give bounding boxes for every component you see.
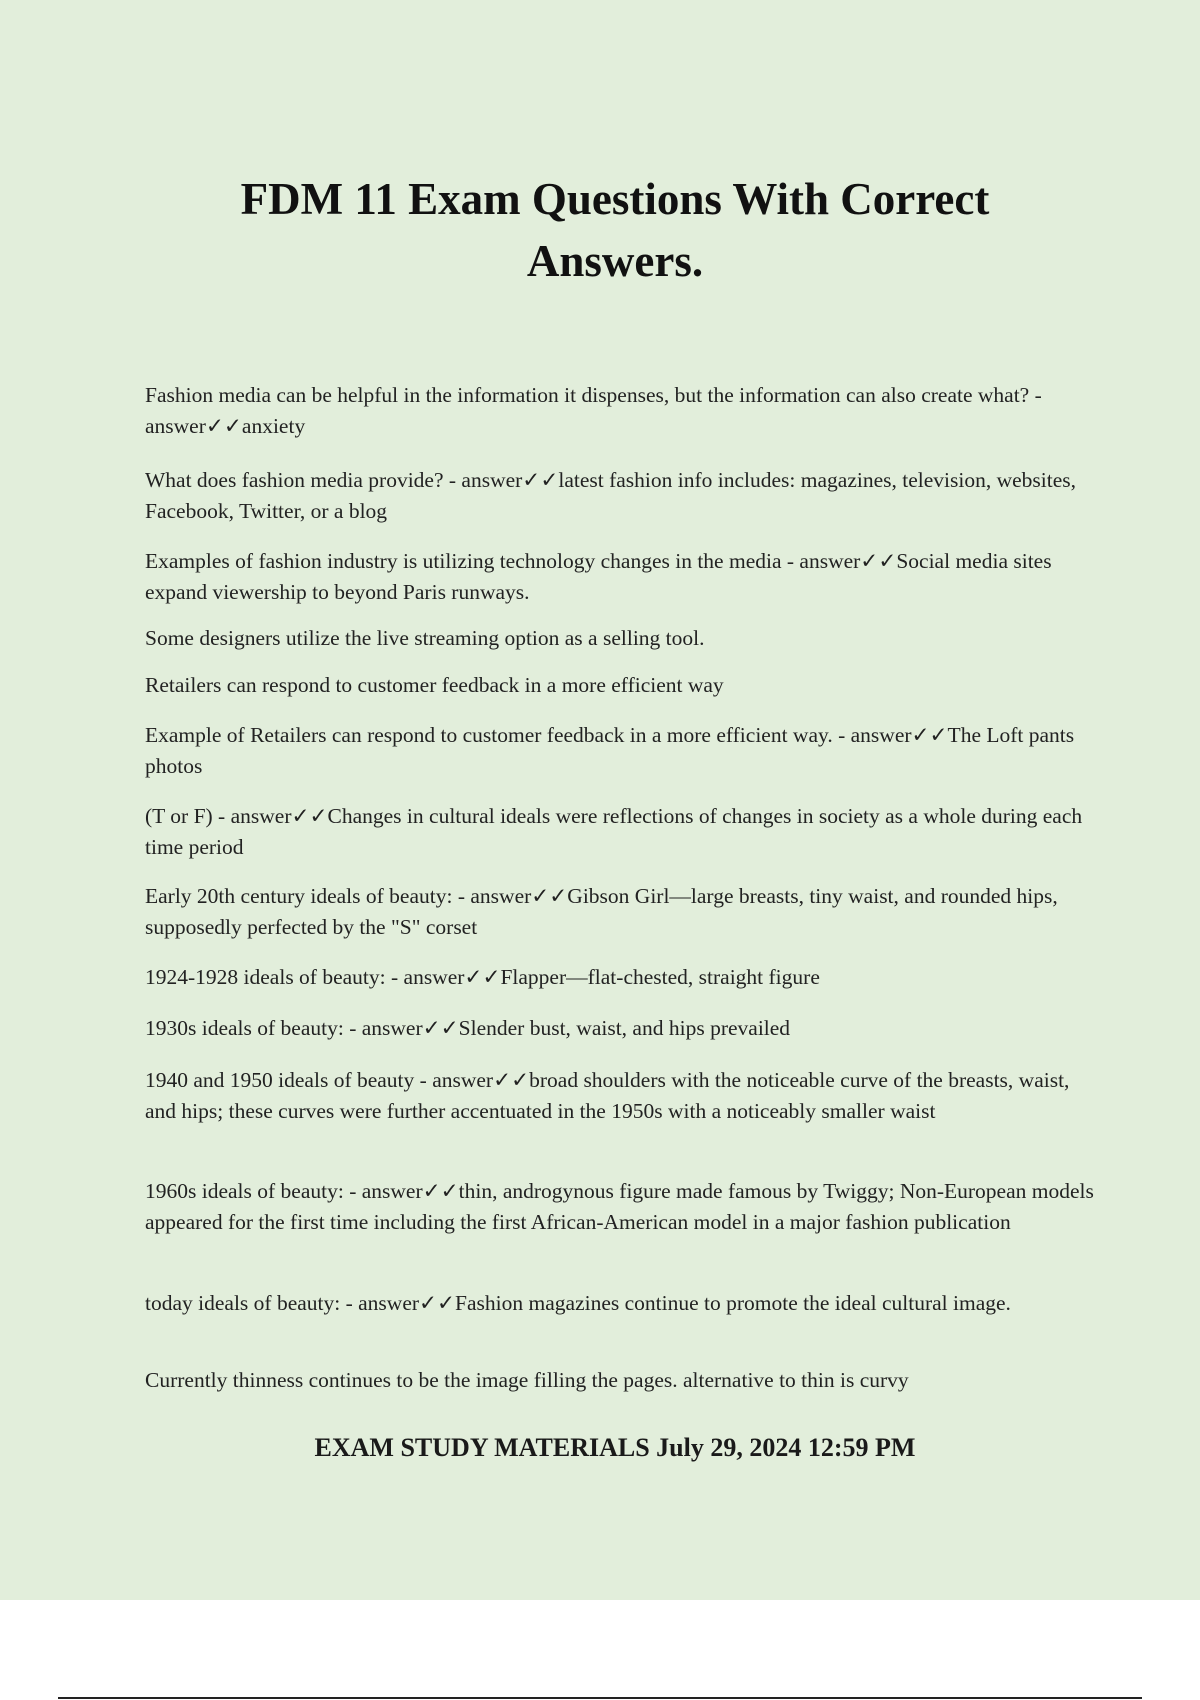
qa-entry: What does fashion media provide? - answer✓✓latest fashion info includes: magazines, television, websites, Facebook, Twitter, or a blog xyxy=(145,468,1077,523)
qa-entry: (T or F) - answer✓✓Changes in cultural ideals were reflections of changes in society as a whole during each time period xyxy=(145,804,1083,859)
qa-entry: Some designers utilize the live streaming option as a selling tool. xyxy=(145,626,705,650)
qa-entry: Retailers can respond to customer feedback in a more efficient way xyxy=(145,673,724,697)
bottom-divider xyxy=(58,1697,1142,1699)
qa-entry: 1930s ideals of beauty: - answer✓✓Slender bust, waist, and hips prevailed xyxy=(145,1016,791,1040)
qa-entry: 1924-1928 ideals of beauty: - answer✓✓Flapper—flat-chested, straight figure xyxy=(145,965,820,989)
qa-entry: Example of Retailers can respond to customer feedback in a more efficient way. - answer✓✓The Loft pants photos xyxy=(145,723,1075,778)
qa-entry: Fashion media can be helpful in the information it dispenses, but the information can also create what? - answer✓✓anxiety xyxy=(145,383,1042,438)
qa-entry: today ideals of beauty: - answer✓✓Fashion magazines continue to promote the ideal cultural image. xyxy=(145,1291,1011,1315)
qa-entry: Early 20th century ideals of beauty: - answer✓✓Gibson Girl—large breasts, tiny waist, and rounded hips, supposedly perfected by the "S" corset xyxy=(145,884,1058,939)
qa-entry: 1960s ideals of beauty: - answer✓✓thin, androgynous figure made famous by Twiggy; Non-European models appeared for the first time including the first African-American model in a major fashion publication xyxy=(145,1179,1094,1234)
qa-entry: Currently thinness continues to be the image filling the pages. alternative to thin is curvy xyxy=(145,1368,909,1392)
document-footer: EXAM STUDY MATERIALS July 29, 2024 12:59 PM xyxy=(314,1433,916,1462)
qa-entry: 1940 and 1950 ideals of beauty - answer✓✓broad shoulders with the noticeable curve of the breasts, waist, and hips; these curves were further accentuated in the 1950s with a noticeably smaller waist xyxy=(145,1068,1070,1123)
qa-entry: Examples of fashion industry is utilizing technology changes in the media - answer✓✓Social media sites expand viewership to beyond Paris runways. xyxy=(145,549,1052,604)
document-title: FDM 11 Exam Questions With Correct Answers. xyxy=(240,174,990,286)
